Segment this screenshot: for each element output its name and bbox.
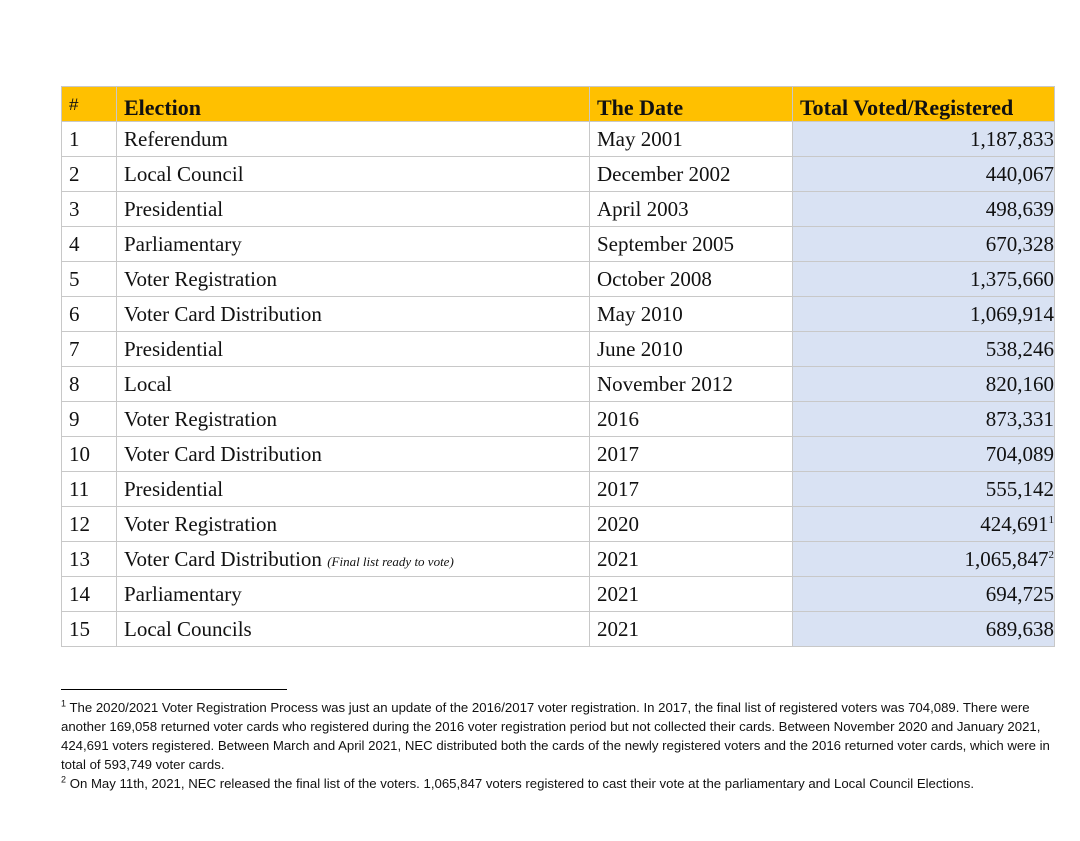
row-number: 11 [62, 472, 117, 507]
row-number: 6 [62, 297, 117, 332]
footnote-text: The 2020/2021 Voter Registration Process was just an update of the 2016/2017 voter registration. In 2017, the final list of registered voters was 704,089. There were another 169,058 returned voter cards who registered during the 2016 voter registration period but not collected their cards. Between November 2020 and January 2021, 424,691 voters registered. Between March and April 2021, NEC distributed both the cards of the newly registered voters and the 2016 returned voter cards, which were in total of 593,749 voter cards. [61, 700, 1050, 772]
table-row [62, 472, 1055, 507]
row-total [793, 507, 1055, 542]
row-number: 7 [62, 332, 117, 367]
total-value: 440,067 [985, 161, 1054, 186]
row-date: 2021 [590, 612, 793, 647]
table-row [62, 332, 1055, 367]
election-name: Local [124, 371, 172, 396]
header-total: Total Voted/Registered [793, 87, 1055, 122]
row-election [117, 577, 590, 612]
row-number: 13 [62, 542, 117, 577]
footnote-marker: 2 [61, 774, 67, 785]
row-election [117, 402, 590, 437]
row-number: 12 [62, 507, 117, 542]
row-election [117, 122, 590, 157]
election-name: Local Councils [124, 616, 252, 641]
row-election [117, 507, 590, 542]
row-number: 15 [62, 612, 117, 647]
total-value: 820,160 [985, 371, 1054, 396]
total-value: 424,691 [980, 511, 1049, 536]
footnote-1 [61, 698, 1071, 774]
total-value: 1,065,847 [964, 546, 1049, 571]
row-date: April 2003 [590, 192, 793, 227]
footnote-reference[interactable]: 1 [1048, 513, 1054, 526]
election-name: Presidential [124, 336, 224, 361]
row-date: 2017 [590, 437, 793, 472]
row-date: May 2001 [590, 122, 793, 157]
election-name: Referendum [124, 126, 228, 151]
row-date: 2020 [590, 507, 793, 542]
row-total [793, 262, 1055, 297]
header-election: Election [117, 87, 590, 122]
election-name: Presidential [124, 196, 224, 221]
row-number: 3 [62, 192, 117, 227]
row-total [793, 227, 1055, 262]
table-row [62, 122, 1055, 157]
row-total [793, 472, 1055, 507]
row-election [117, 227, 590, 262]
row-total [793, 367, 1055, 402]
row-election [117, 297, 590, 332]
row-election [117, 472, 590, 507]
election-name: Voter Card Distribution [124, 441, 322, 466]
row-election [117, 192, 590, 227]
election-name: Voter Registration [124, 511, 278, 536]
row-total [793, 157, 1055, 192]
table-row [62, 542, 1055, 577]
election-name: Voter Card Distribution [124, 546, 322, 571]
footnote-reference[interactable]: 2 [1048, 548, 1054, 561]
row-total [793, 612, 1055, 647]
row-number: 14 [62, 577, 117, 612]
table-body [62, 122, 1055, 647]
total-value: 873,331 [985, 406, 1054, 431]
row-date: September 2005 [590, 227, 793, 262]
row-total [793, 542, 1055, 577]
row-total [793, 192, 1055, 227]
row-election [117, 367, 590, 402]
table-row [62, 402, 1055, 437]
total-value: 689,638 [985, 616, 1054, 641]
row-total [793, 297, 1055, 332]
row-election [117, 157, 590, 192]
row-number: 2 [62, 157, 117, 192]
row-total [793, 437, 1055, 472]
header-row [62, 87, 1055, 122]
table-row [62, 297, 1055, 332]
row-number: 5 [62, 262, 117, 297]
table-row [62, 227, 1055, 262]
footnote-text: On May 11th, 2021, NEC released the final list of the voters. 1,065,847 voters registered to cast their vote at the parliamentary and Local Council Elections. [69, 776, 975, 791]
total-value: 1,375,660 [970, 266, 1054, 291]
row-total [793, 577, 1055, 612]
row-number: 4 [62, 227, 117, 262]
footnote-2 [61, 774, 1071, 793]
election-name: Parliamentary [124, 231, 242, 256]
total-value: 538,246 [985, 336, 1054, 361]
row-number: 8 [62, 367, 117, 402]
row-total [793, 122, 1055, 157]
row-election [117, 542, 590, 577]
row-number: 1 [62, 122, 117, 157]
footnote-marker: 1 [61, 698, 67, 709]
table-row [62, 507, 1055, 542]
row-date: May 2010 [590, 297, 793, 332]
header-date: The Date [590, 87, 793, 122]
row-election [117, 612, 590, 647]
row-total [793, 402, 1055, 437]
row-election [117, 437, 590, 472]
table-row [62, 157, 1055, 192]
row-election [117, 332, 590, 367]
total-value: 1,187,833 [970, 126, 1054, 151]
total-value: 555,142 [985, 476, 1054, 501]
total-value: 670,328 [985, 231, 1054, 256]
total-value: 498,639 [985, 196, 1054, 221]
table-row [62, 192, 1055, 227]
table-row [62, 612, 1055, 647]
total-value: 704,089 [985, 441, 1054, 466]
row-number: 10 [62, 437, 117, 472]
election-name: Local Council [124, 161, 244, 186]
row-date: December 2002 [590, 157, 793, 192]
row-date: October 2008 [590, 262, 793, 297]
row-date: 2021 [590, 542, 793, 577]
election-name: Voter Registration [124, 406, 278, 431]
row-date: 2021 [590, 577, 793, 612]
total-value: 1,069,914 [970, 301, 1054, 326]
table-row [62, 437, 1055, 472]
election-name: Voter Card Distribution [124, 301, 322, 326]
election-name: Parliamentary [124, 581, 242, 606]
table-row [62, 367, 1055, 402]
header-number: # [62, 87, 117, 122]
elections-table [61, 86, 1055, 647]
footnotes [61, 698, 1071, 793]
total-value: 694,725 [985, 581, 1054, 606]
row-election [117, 262, 590, 297]
table-row [62, 262, 1055, 297]
row-date: 2017 [590, 472, 793, 507]
row-total [793, 332, 1055, 367]
row-date: June 2010 [590, 332, 793, 367]
election-note: (Final list ready to vote) [327, 553, 454, 569]
election-name: Voter Registration [124, 266, 278, 291]
row-date: 2016 [590, 402, 793, 437]
row-number: 9 [62, 402, 117, 437]
table-row [62, 577, 1055, 612]
election-name: Presidential [124, 476, 224, 501]
row-date: November 2012 [590, 367, 793, 402]
footnote-separator [61, 689, 287, 690]
